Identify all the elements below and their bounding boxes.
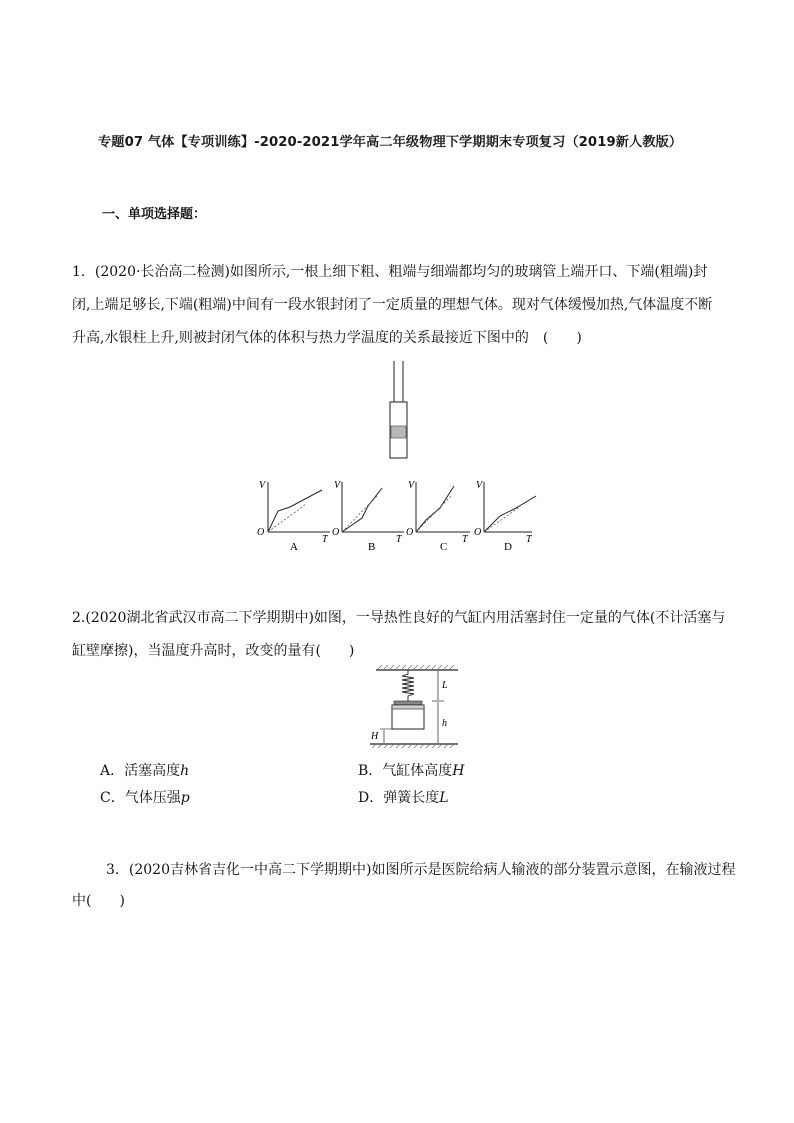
graph-b [332,480,404,553]
option-d-text: D．弹簧长度 [358,790,440,806]
option-b-text: B．气缸体高度 [358,763,453,779]
question-1-text-line-1: 1．(2020·长治高二检测)如图所示,一根上细下粗、粗端与细端都均匀的玻璃管上端开口、下端(粗端)封 [72,264,708,280]
graph-b-v-label: V [334,480,341,491]
graph-a-origin-label: O [257,527,265,538]
graph-a-t-label: T [322,534,328,545]
q1-graphs-figure [250,478,550,554]
option-c-text: C．气体压强 [100,790,181,806]
option-b-var: H [452,763,465,779]
graph-c-v-label: V [408,480,415,491]
graph-b-origin-label: O [332,527,340,538]
option-d[interactable] [358,787,449,807]
graph-c-label: C [440,541,448,553]
glass-tube-figure [380,360,420,460]
question-1-text-line-2: 闭,上端足够长,下端(粗端)中间有一段水银封闭了一定质量的理想气体。现对气体缓慢加热,气体温度不断 [72,297,713,313]
document-title: 专题07 气体【专项训练】-2020-2021学年高二年级物理下学期期末专项复习（2019新人教版） [98,135,683,150]
graph-b-label: B [368,541,376,553]
graph-d-v-label: V [476,480,483,491]
graph-a-label: A [290,541,298,553]
option-c[interactable] [100,787,190,807]
dimension-l-label: L [442,680,448,691]
graph-a-v-label: V [259,480,266,491]
option-c-var: p [180,790,190,806]
graph-a [257,480,330,553]
option-a-text: A．活塞高度 [100,763,181,779]
dimension-big-h-label: H [371,731,379,742]
option-a[interactable] [100,760,189,780]
graph-d-origin-label: O [474,527,482,538]
question-2-text-line-2: 缸壁摩擦)，当温度升高时，改变的量有( ) [72,643,355,659]
option-b[interactable] [358,760,465,780]
question-1-text-line-3: 升高,水银柱上升,则被封闭气体的体积与热力学温度的关系最接近下图中的 ( ) [72,330,582,346]
cylinder-spring-figure [366,664,462,750]
graph-c-origin-label: O [406,527,414,538]
graph-d-t-label: T [526,534,532,545]
question-2-text-line-1: 2.(2020湖北省武汉市高二下学期期中)如图，一导热性良好的气缸内用活塞封住一定量的气体(不计活塞与 [72,610,726,626]
graph-d [474,480,536,553]
graph-c-t-label: T [462,534,468,545]
option-d-var: L [439,790,449,806]
dimension-h-label: h [442,718,447,729]
graph-d-label: D [504,541,512,553]
graph-b-t-label: T [396,534,402,545]
section-heading: 一、单项选择题： [102,207,207,222]
graph-c [406,480,470,553]
question-3-text-line-1: 3．(2020吉林省吉化一中高二下学期期中)如图所示是医院给病人输液的部分装置示意图，在输液过程 [106,862,736,878]
option-a-var: h [180,763,190,779]
question-3-text-line-2: 中( ) [72,893,125,909]
